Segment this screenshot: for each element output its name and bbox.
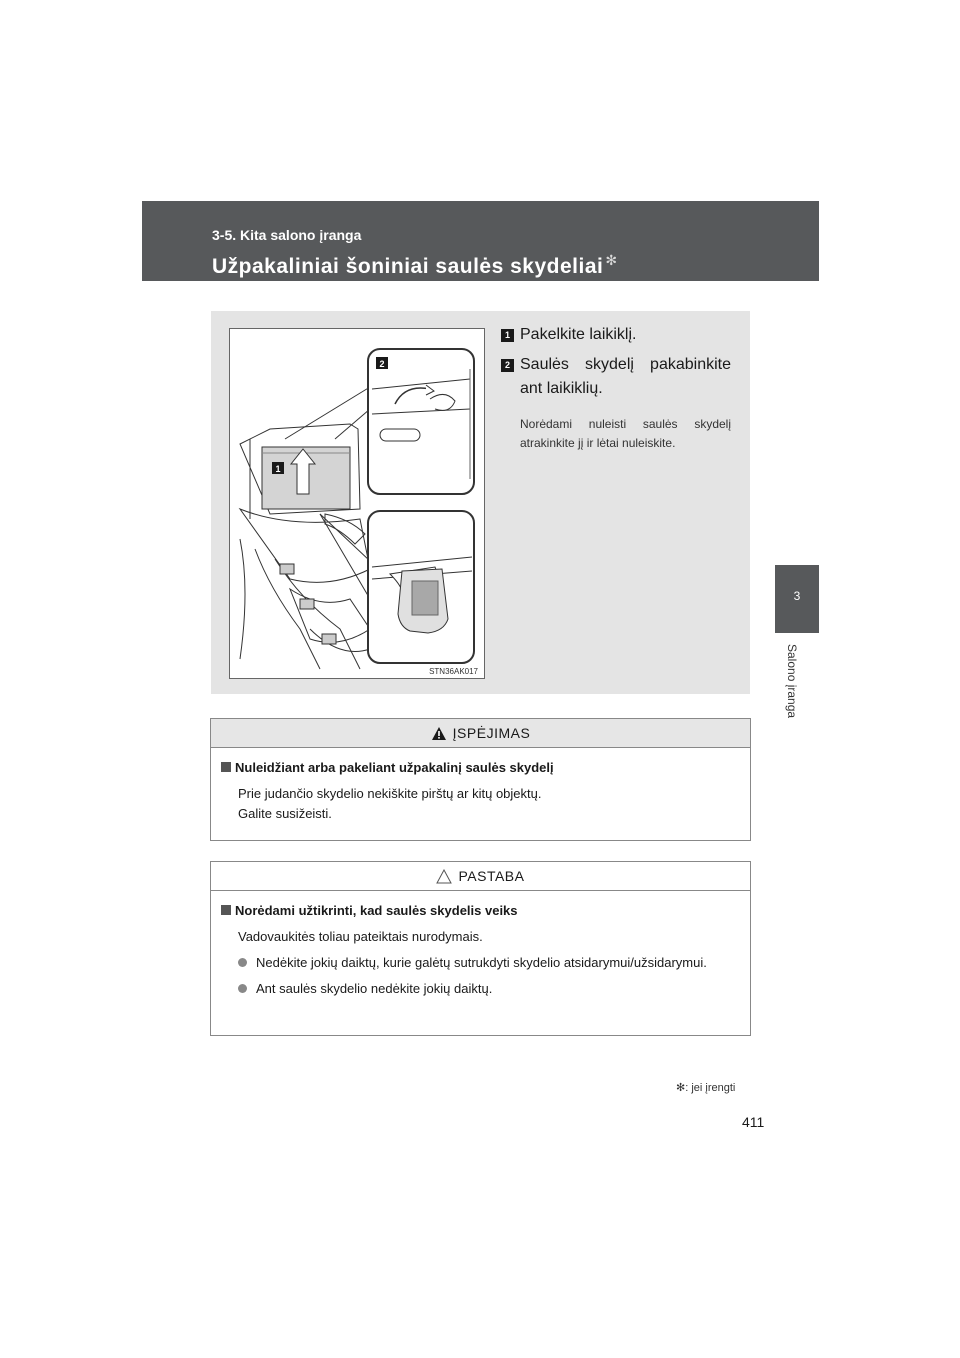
step-2-badge: 2 [501,359,514,372]
warning-line-1: Prie judančio skydelio nekiškite pirštų ar kitų objektų. [238,786,542,801]
step-1-text: Pakelkite laikiklį. [520,326,637,343]
warning-body [211,748,750,834]
warning-box [210,718,751,841]
lowering-note: Norėdami nuleisti saulės skydelį atrakinkite jį ir lėtai nuleiskite. [520,417,731,450]
warning-line-2: Galite susižeisti. [238,806,332,821]
notice-heading-text: Norėdami užtikrinti, kad saulės skydelis veiks [235,903,518,918]
notice-bullet-2 [221,979,740,999]
page-number: 411 [742,1114,765,1130]
step-1-badge: 1 [501,329,514,342]
notice-header [211,862,750,891]
step-2 [501,353,731,401]
figure-code: STN36AK017 [429,667,478,676]
illustration-panel [211,311,750,694]
bullet-dot-icon [238,984,247,993]
callout-2: 2 [379,359,385,369]
warning-heading-text: Nuleidžiant arba pakeliant užpakalinį saulės skydelį [235,760,554,775]
square-bullet-icon [221,762,231,772]
section-header [142,201,819,281]
callout-1: 1 [275,464,281,474]
section-label: 3-5. Kita salono įranga [212,227,362,243]
optional-equipment-mark: ✻ [605,252,618,268]
footnote-text: : jei įrengti [685,1082,736,1094]
notice-box [210,861,751,1036]
warning-heading [221,758,740,778]
step-2-text: Saulės skydelį pakabinkite ant laikiklių. [520,356,731,397]
step-list [501,323,731,453]
step-1 [501,323,731,347]
chapter-number: 3 [793,589,801,603]
warning-header [211,719,750,748]
notice-title: PASTABA [458,868,525,884]
chapter-label: Salono įranga [785,644,799,719]
notice-bullet-1 [221,953,740,973]
page-title [212,252,618,279]
square-bullet-icon [221,905,231,915]
sunshade-drawing [230,329,484,678]
footnote [676,1081,735,1094]
chapter-tab [775,565,819,633]
notice-intro: Vadovaukitės toliau pateiktais nurodymais. [238,929,483,944]
notice-bullet-1-text: Nedėkite jokių daiktų, kurie galėtų sutrukdyti skydelio atsidarymui/užsidarymui. [256,955,707,970]
warning-title: ĮSPĖJIMAS [452,725,531,741]
sunshade-illustration [229,328,485,679]
caution-outline-icon [436,869,452,884]
bullet-dot-icon [238,958,247,967]
notice-heading [221,901,740,921]
notice-body [211,891,750,1009]
footnote-mark: ✻ [676,1082,686,1094]
warning-icon [431,726,447,741]
notice-bullet-2-text: Ant saulės skydelio nedėkite jokių daiktų. [256,981,493,996]
page-title-text: Užpakaliniai šoniniai saulės skydeliai [212,255,604,278]
